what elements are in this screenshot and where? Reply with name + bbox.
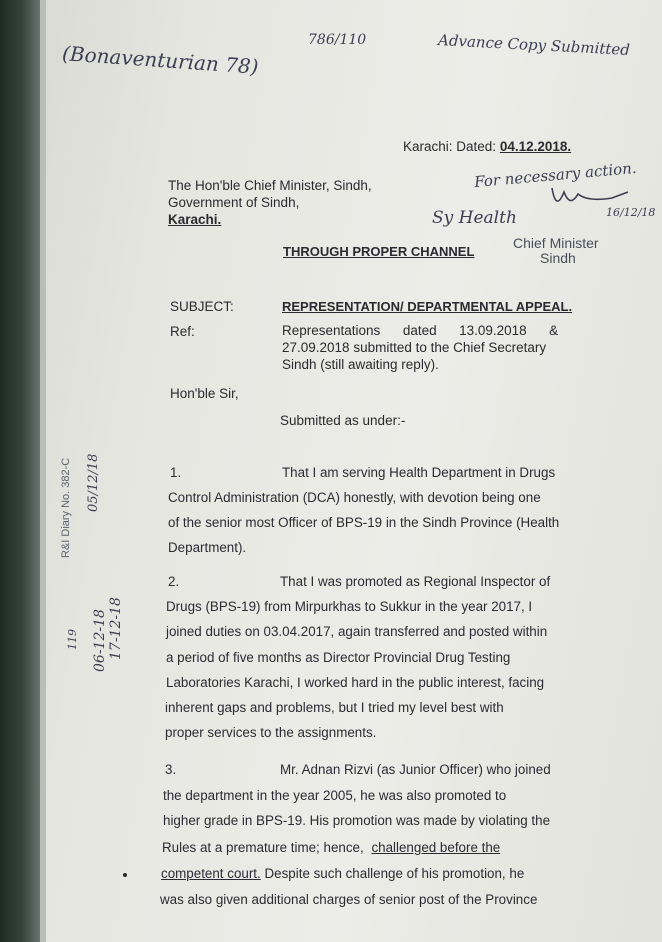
receipt-date-1: 06-12-18: [92, 609, 108, 672]
paragraph-1-line: Department).: [168, 540, 247, 555]
cm-office-line-1: Chief Minister: [513, 235, 599, 251]
file-reference-handwriting: (Bonaventurian 78): [61, 41, 260, 79]
ref-label: Ref:: [170, 324, 195, 339]
health-handwriting: Sy Health: [432, 208, 517, 228]
cm-office-line-2: Sindh: [540, 250, 576, 266]
paragraph-3-line: [161, 866, 524, 881]
paragraph-3-first-line: Mr. Adnan Rizvi (as Junior Officer) who joined: [280, 762, 551, 777]
ref-line-3: Sindh (still awaiting reply).: [282, 357, 439, 372]
paragraph-3-line: higher grade in BPS-19. His promotion was made by violating the: [163, 813, 551, 828]
receipt-number: 119: [66, 629, 79, 650]
binding-shadow: [0, 0, 40, 942]
paragraph-3-fragment: Rules at a premature time; hence,: [162, 840, 364, 855]
paragraph-2-line: Drugs (BPS-19) from Mirpurkhas to Sukkur in the year 2017, I: [166, 599, 533, 614]
addressee-city: Karachi.: [168, 212, 222, 227]
subject-label: SUBJECT:: [170, 299, 234, 314]
paragraph-3-line: [162, 840, 500, 855]
receipt-date-2: 17-12-18: [108, 597, 124, 660]
paragraph-3-number: 3.: [165, 762, 177, 777]
paragraph-1-line: Control Administration (DCA) honestly, with devotion being one: [168, 490, 541, 505]
subject-text: REPRESENTATION/ DEPARTMENTAL APPEAL.: [282, 299, 573, 314]
salutation: Hon'ble Sir,: [170, 386, 239, 401]
ref-line-1: Representations dated 13.09.2018 &: [282, 323, 559, 338]
diary-stamp-date: 05/12/18: [86, 453, 101, 512]
paragraph-3-fragment: Despite such challenge of his promotion, he: [264, 866, 525, 881]
paragraph-2-first-line: That I was promoted as Regional Inspector of: [280, 574, 551, 589]
action-note: For necessary action.: [473, 158, 638, 192]
intro-text: Submitted as under:-: [280, 413, 406, 428]
channel-heading: THROUGH PROPER CHANNEL: [283, 244, 475, 259]
action-date: 16/12/18: [606, 206, 656, 219]
ref-line-2: 27.09.2018 submitted to the Chief Secretary: [282, 340, 547, 355]
paragraph-1-line: of the senior most Officer of BPS-19 in the Sindh Province (Health: [168, 515, 560, 530]
paragraph-2-number: 2.: [168, 574, 180, 589]
paragraph-1-first-line: That I am serving Health Department in Drugs: [282, 465, 556, 480]
paragraph-3-underlined: challenged before the: [371, 840, 501, 855]
paragraph-3-line: the department in the year 2005, he was also promoted to: [163, 788, 507, 803]
addressee-line-2: Government of Sindh,: [168, 195, 300, 210]
margin-dot: [123, 873, 127, 877]
diary-number-handwriting: 786/110: [308, 32, 367, 48]
paragraph-3-underlined: competent court.: [161, 866, 261, 881]
letter-date: 04.12.2018.: [499, 139, 572, 154]
paragraph-2-line: joined duties on 03.04.2017, again transferred and posted within: [166, 624, 548, 639]
paragraph-1-number: 1.: [170, 465, 182, 480]
page-edge: [40, 0, 46, 942]
paragraph-3-line: was also given additional charges of senior post of the Province: [160, 892, 538, 907]
date-line: [403, 139, 571, 154]
diary-stamp: R&I Diary No. 382-C: [60, 457, 72, 558]
date-label: Karachi: Dated:: [403, 139, 497, 154]
advance-copy-note: Advance Copy Submitted: [437, 30, 631, 60]
paragraph-2-line: Laboratories Karachi, I worked hard in the public interest, facing: [166, 675, 545, 690]
addressee-line-1: The Hon'ble Chief Minister, Sindh,: [168, 178, 372, 193]
paragraph-2-line: a period of five months as Director Provincial Drug Testing: [166, 650, 511, 665]
paragraph-2-line: proper services to the assignments.: [165, 725, 377, 740]
paragraph-2-line: inherent gaps and problems, but I tried my level best with: [165, 700, 504, 715]
